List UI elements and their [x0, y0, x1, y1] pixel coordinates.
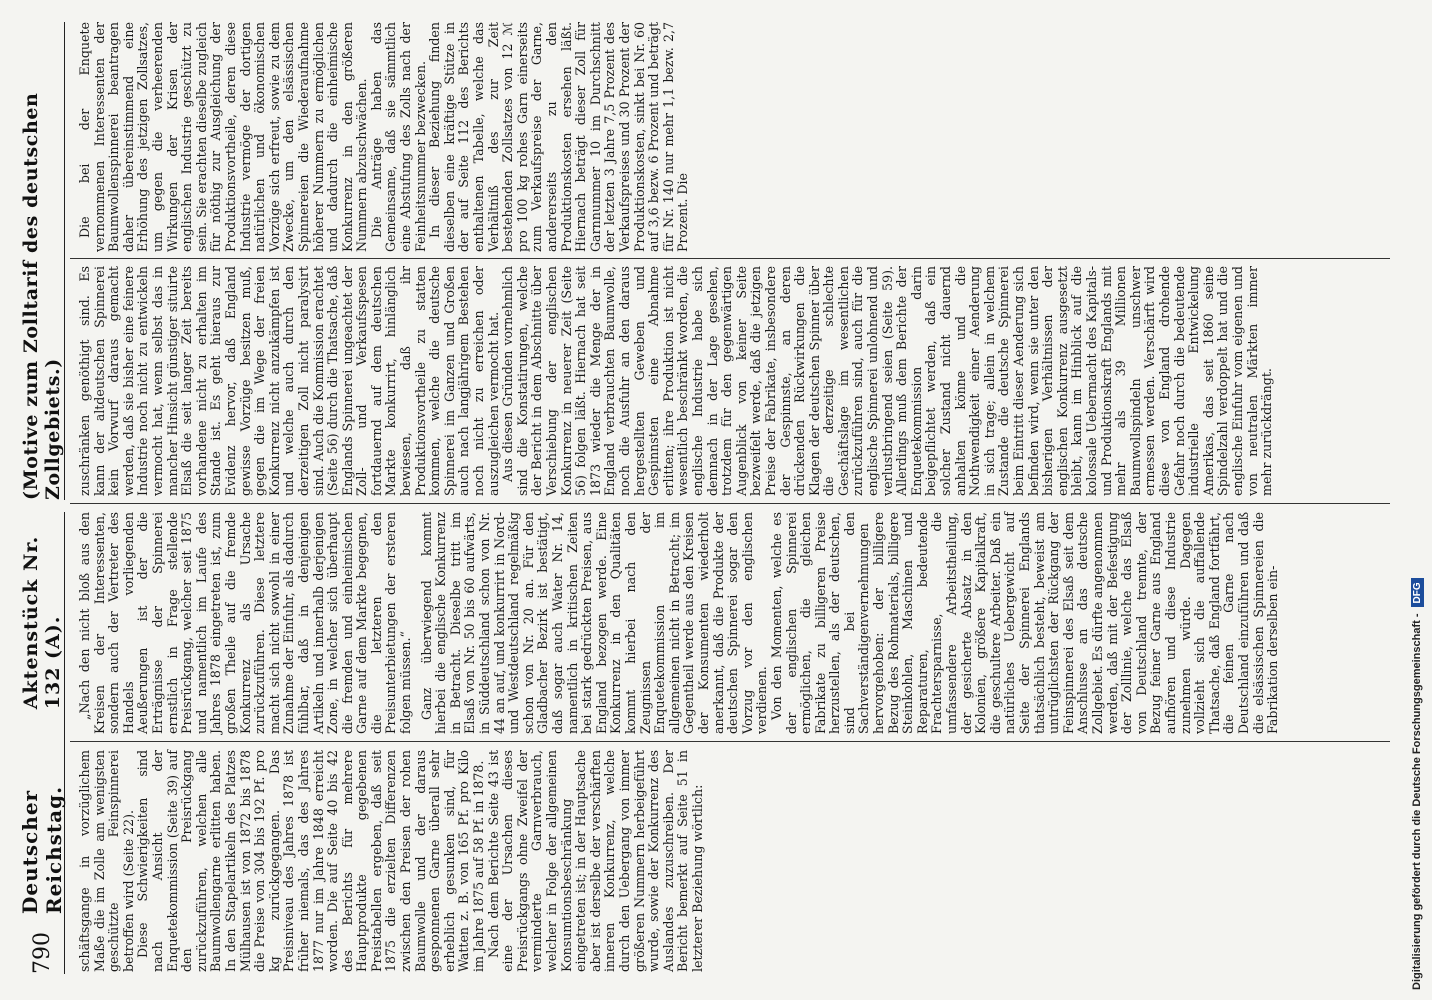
dfg-logo: DFG [1411, 578, 1424, 607]
paragraph: Ganz überwiegend kommt hierbei die englische Konkurrenz in Betracht. Dieselbe tritt im Elsaß von Nr. 50 bis 60 aufwärts, in Süddeutschland schon von Nr. 44 an auf, und konkurrirt in Nord- und Westdeutschland regelmäßig schon von Nr. 20 an. Für den Gladbacher Bezirk ist bestätigt, daß sogar auch Water Nr. 14, namentlich in kritischen Zeiten bei stark gedrückten Preisen, aus England bezogen werde. Eine Konkurrenz in den Qualitäten kommt hierbei nach den Zeugnissen der Enquetekommission im allgemeinen nicht in Betracht; im Gegentheil werde aus den Kreisen der Konsumenten wiederholt anerkannt, daß die Produkte der deutschen Spinnerei sogar den Vorzug vor den englischen verdienen. [418, 512, 770, 734]
paragraph: Aus diesen Gründen vornehmlich sind die Konstatirungen, welche der Bericht in dem Abschnitte über Verschiebung der englischen Konkurrenz in neuerer Zeit (Seite 56) folgen läßt. Hiernach hat seit 1873 wieder die Menge der in England verbrauchten Baumwolle, noch die Ausfuhr an den daraus hergestellten Geweben und Gespinnsten eine Abnahme erlitten; ihre Produktion ist nicht wesentlich beschränkt worden, die englische Industrie habe sich demnach in der Lage gesehen, trotzdem für den gegenwärtigen Augenblick von keiner Seite bezweifelt werde, daß die jetzigen Preise der Fabrikate, insbesondere der Gespinnste, an deren drückenden Rückwirkungen die Klagen der deutschen Spinner über die derzeitige schlechte Geschäftslage im wesentlichen zurückzuführen sind, auch für die englische Spinnerei unlohnend und verlustbringend seien (Seite 59). Allerdings muß dem Berichte der Enquetekommission darin beigepflichtet werden, daß ein solcher Zustand nicht dauernd anhalten könne und die Nothwendigkeit einer Aenderung in sich trage; allein in welchem Zustande die deutsche Spinnerei beim Eintritt dieser Aenderung sich befinden wird, wenn sie unter den bisherigen Verhältnissen der englischen Konkurrenz ausgesetzt bleibt, kann im Hinblick auf die kolossale Uebermacht des Kapitals- und Produktionskraft Englands mit mehr als 39 Millionen Baumwollspindeln unschwer ermessen werden. Verschärft wird diese von England drohende Gefahr noch durch die bedeutende industrielle Entwickelung Amerikas, das seit 1860 seine Spindelzahl verdoppelt hat und die englische Einfuhr vom eigenen und von neutralen Märkten immer mehr zurückdrängt. [500, 266, 1275, 496]
paragraph: Von den Momenten, welche es der englischen Spinnerei ermöglichen, die gleichen Fabrikate zu billigeren Preise herzustellen, als der deutschen, sind bei den Sachverständigenvernehmungen hervorgehoben: der billigere Bezug des Rohmaterials, billigere Steinkohlen, Maschinen und Reparaturen, bedeutende Frachtersparnisse, die umfassendere Arbeitstheilung, der gesicherte Absatz in den Kolonien, größere Kapitalkraft, die geschultere Arbeiter. Daß ein natürliches Uebergewicht auf Seite der Spinnerei Englands thatsächlich besteht, beweist am untrüglichsten der Rückgang der Feinspinnerei des Elsaß seit dem Anschlusse an das deutsche Zollgebiet. Es dürfte angenommen werden, daß mit der Befestigung der Zolllinie, welche das Elsaß von Deutschland trennte, der Bezug feiner Garne aus England aufhören und diese Industrie zunehmen würde. Dagegen vollzieht sich die auffallende Thatsache, daß England fortfährt, die feinen Garne nach Deutschland einzuführen und daß die elsässischen Spinnereien die Fabrikation derselben ein- [768, 512, 1281, 734]
column-rule [70, 741, 1390, 742]
paragraph: schäftsgange in vorzüglichem Maße die im Zolle am wenigsten geschützte Feinspinnerei betroffen wird (Seite 22). [77, 750, 136, 972]
text-column-1 [78, 750, 706, 972]
page-number: 790 [29, 932, 55, 974]
paragraph: In dieser Beziehung finden dieselben eine kräftige Stütze in der auf Seite 112 des Berichts enthaltenen Tabelle, welche das Verhältniß des zur Zeit bestehenden Zollsatzes von 12 ℳ pro 100 kg rohes Garn einerseits zum Verkaufspreise der Garne, andererseits zu den Produktionskosten ersehen läßt. Hiernach beträgt dieser Zoll für Garnnummer 10 im Durchschnitt der letzten 3 Jahre 7,5 Prozent des Verkaufspreises und 30 Prozent der Produktionskosten, sinkt bei Nr. 60 auf 3,6 bezw. 6 Prozent und beträgt für Nr. 140 nur mehr 1,1 bezw. 2,7 Prozent. Die [427, 22, 691, 252]
quotation-paragraph: „Nach den nicht bloß aus den Kreisen der Interessenten, sondern auch der Vertreter des Handels vorliegenden Aeußerungen ist der die Erträgnisse der Spinnerei ernstlich in Frage stellende Preisrückgang, welcher seit 1875 und namentlich im Laufe des Jahres 1878 eingetreten ist, zum großen Theile auf die fremde Konkurrenz als Ursache zurückzuführen. Diese letztere macht sich nicht sowohl in einer Zunahme der Einfuhr, als dadurch fühlbar, daß in denjenigen Artikeln und innerhalb derjenigen Zone, in welcher sich überhaupt die fremden und einheimischen Garne auf dem Markte begegnen, die letzteren den Preisunterbietungen der ersteren folgen müssen.“ [77, 512, 414, 734]
text-column-4 [78, 22, 691, 252]
left-page-header [20, 512, 65, 974]
right-page-header [20, 22, 65, 500]
publication-title: Deutscher Reichstag. [18, 785, 66, 914]
credit-text: Digitalisierung gefördert durch die Deutsche Forschungsgemeinschaft - [1411, 613, 1423, 990]
page-gutter-rule [70, 503, 1390, 504]
paragraph: Die Anträge haben das Gemeinsame, daß sie sämmtlich eine Abstufung des Zolls nach der Feinheitsnummer bezwecken. [368, 22, 428, 252]
paragraph: Die bei der Enquete vernommenen Interessenten der Baumwollenspinnerei beantragen daher übereinstimmend eine Erhöhung des jetzigen Zollsatzes, um gegen die verheerenden Wirkungen der Krisen der englischen Industrie geschützt zu sein. Sie erachten dieselbe zugleich für nöthig zur Ausgleichung der Produktionsvortheile, deren diese Industrie vermöge der dortigen natürlichen und ökonomischen Vorzüge sich erfreut, sowie zu dem Zwecke, um den elsässischen Spinnereien die Wiederaufnahme höherer Nummern zu ermöglichen und dadurch die einheimische Konkurrenz in den größeren Nummern abzuschwächen. [77, 22, 370, 252]
text-column-3 [78, 266, 1275, 496]
paragraph: Nach dem Berichte Seite 43 ist eine der Ursachen dieses Preisrückgangs ohne Zweifel der verminderte Garnverbrauch, welcher in Folge der allgemeinen Konsumtionsbeschränkung eingetreten ist; in der Hauptsache aber ist derselbe der verschärften inneren Konkurrenz, welche durch den Uebergang von immer größeren Nummern herbeigeführt wurde, sowie der Konkurrenz des Auslandes zuzuschreiben. Der Bericht bemerkt auf Seite 51 in letzterer Beziehung wörtlich: [485, 750, 705, 972]
text-column-2 [78, 512, 1281, 734]
document-number: Aktenstück Nr. 132 (A). [20, 535, 64, 710]
paragraph: Diese Schwierigkeiten sind nach Ansicht der Enquetekommission (Seite 39) auf den Preisrückgang zurückzuführen, welchen alle Baumwollengarne erlitten haben. In den Stapelartikeln des Platzes Mülhausen ist von 1872 bis 1878 die Preise von 304 bis 192 Pf. pro kg zurückgegangen. Das Preisniveau des Jahres 1878 ist früher niemals, das des Jahres 1877 nur im Jahre 1848 erreicht worden. Die auf Seite 40 bis 42 des Berichts für mehrere Hauptprodukte gegebenen Preistabellen ergeben, daß seit 1875 die erzielten Differenzen zwischen den Preisen der rohen Baumwolle und der daraus gesponnenen Garne überall sehr erheblich gesunken sind, für Watten z. B. von 165 Pf. pro Kilo im Jahre 1875 auf 58 Pf. in 1878. [135, 750, 487, 972]
section-title: (Motive zum Zolltarif des deutschen Zollgebiets.) [20, 92, 64, 500]
column-rule [70, 258, 1390, 259]
paragraph: zuschränken genöthigt sind. Es kann der altdeutschen Spinnerei kein Vorwurf daraus gemacht werden, daß sie bisher eine feinere Industrie noch nicht zu entwickeln vermocht hat, wenn selbst das in mancher Hinsicht günstiger situirte Elsaß die seit langer Zeit bereits vorhandene nicht zu erhalten im Stande ist. Es geht hieraus zur Evidenz hervor, daß England gewisse Vorzüge besitzen muß, gegen die im Wege der freien Konkurrenz nicht anzukämpfen ist und welche auch durch den derzeitigen Zoll nicht paralysirt sind. Auch die Kommission erachtet (Seite 56) durch die Thatsache, daß Englands Spinnerei ungeachtet der Zoll- und Verkaufsspesen fortdauernd auf dem deutschen Markte konkurrirt, hinlänglich bewiesen, daß ihr Produktionsvortheile zu statten kommen, welche die deutsche Spinnerei im Ganzen und Großen auch nach langjährigem Bestehen noch nicht zu erreichen oder auszugleichen vermocht hat. [77, 266, 501, 496]
digitization-credit [1406, 0, 1428, 1000]
